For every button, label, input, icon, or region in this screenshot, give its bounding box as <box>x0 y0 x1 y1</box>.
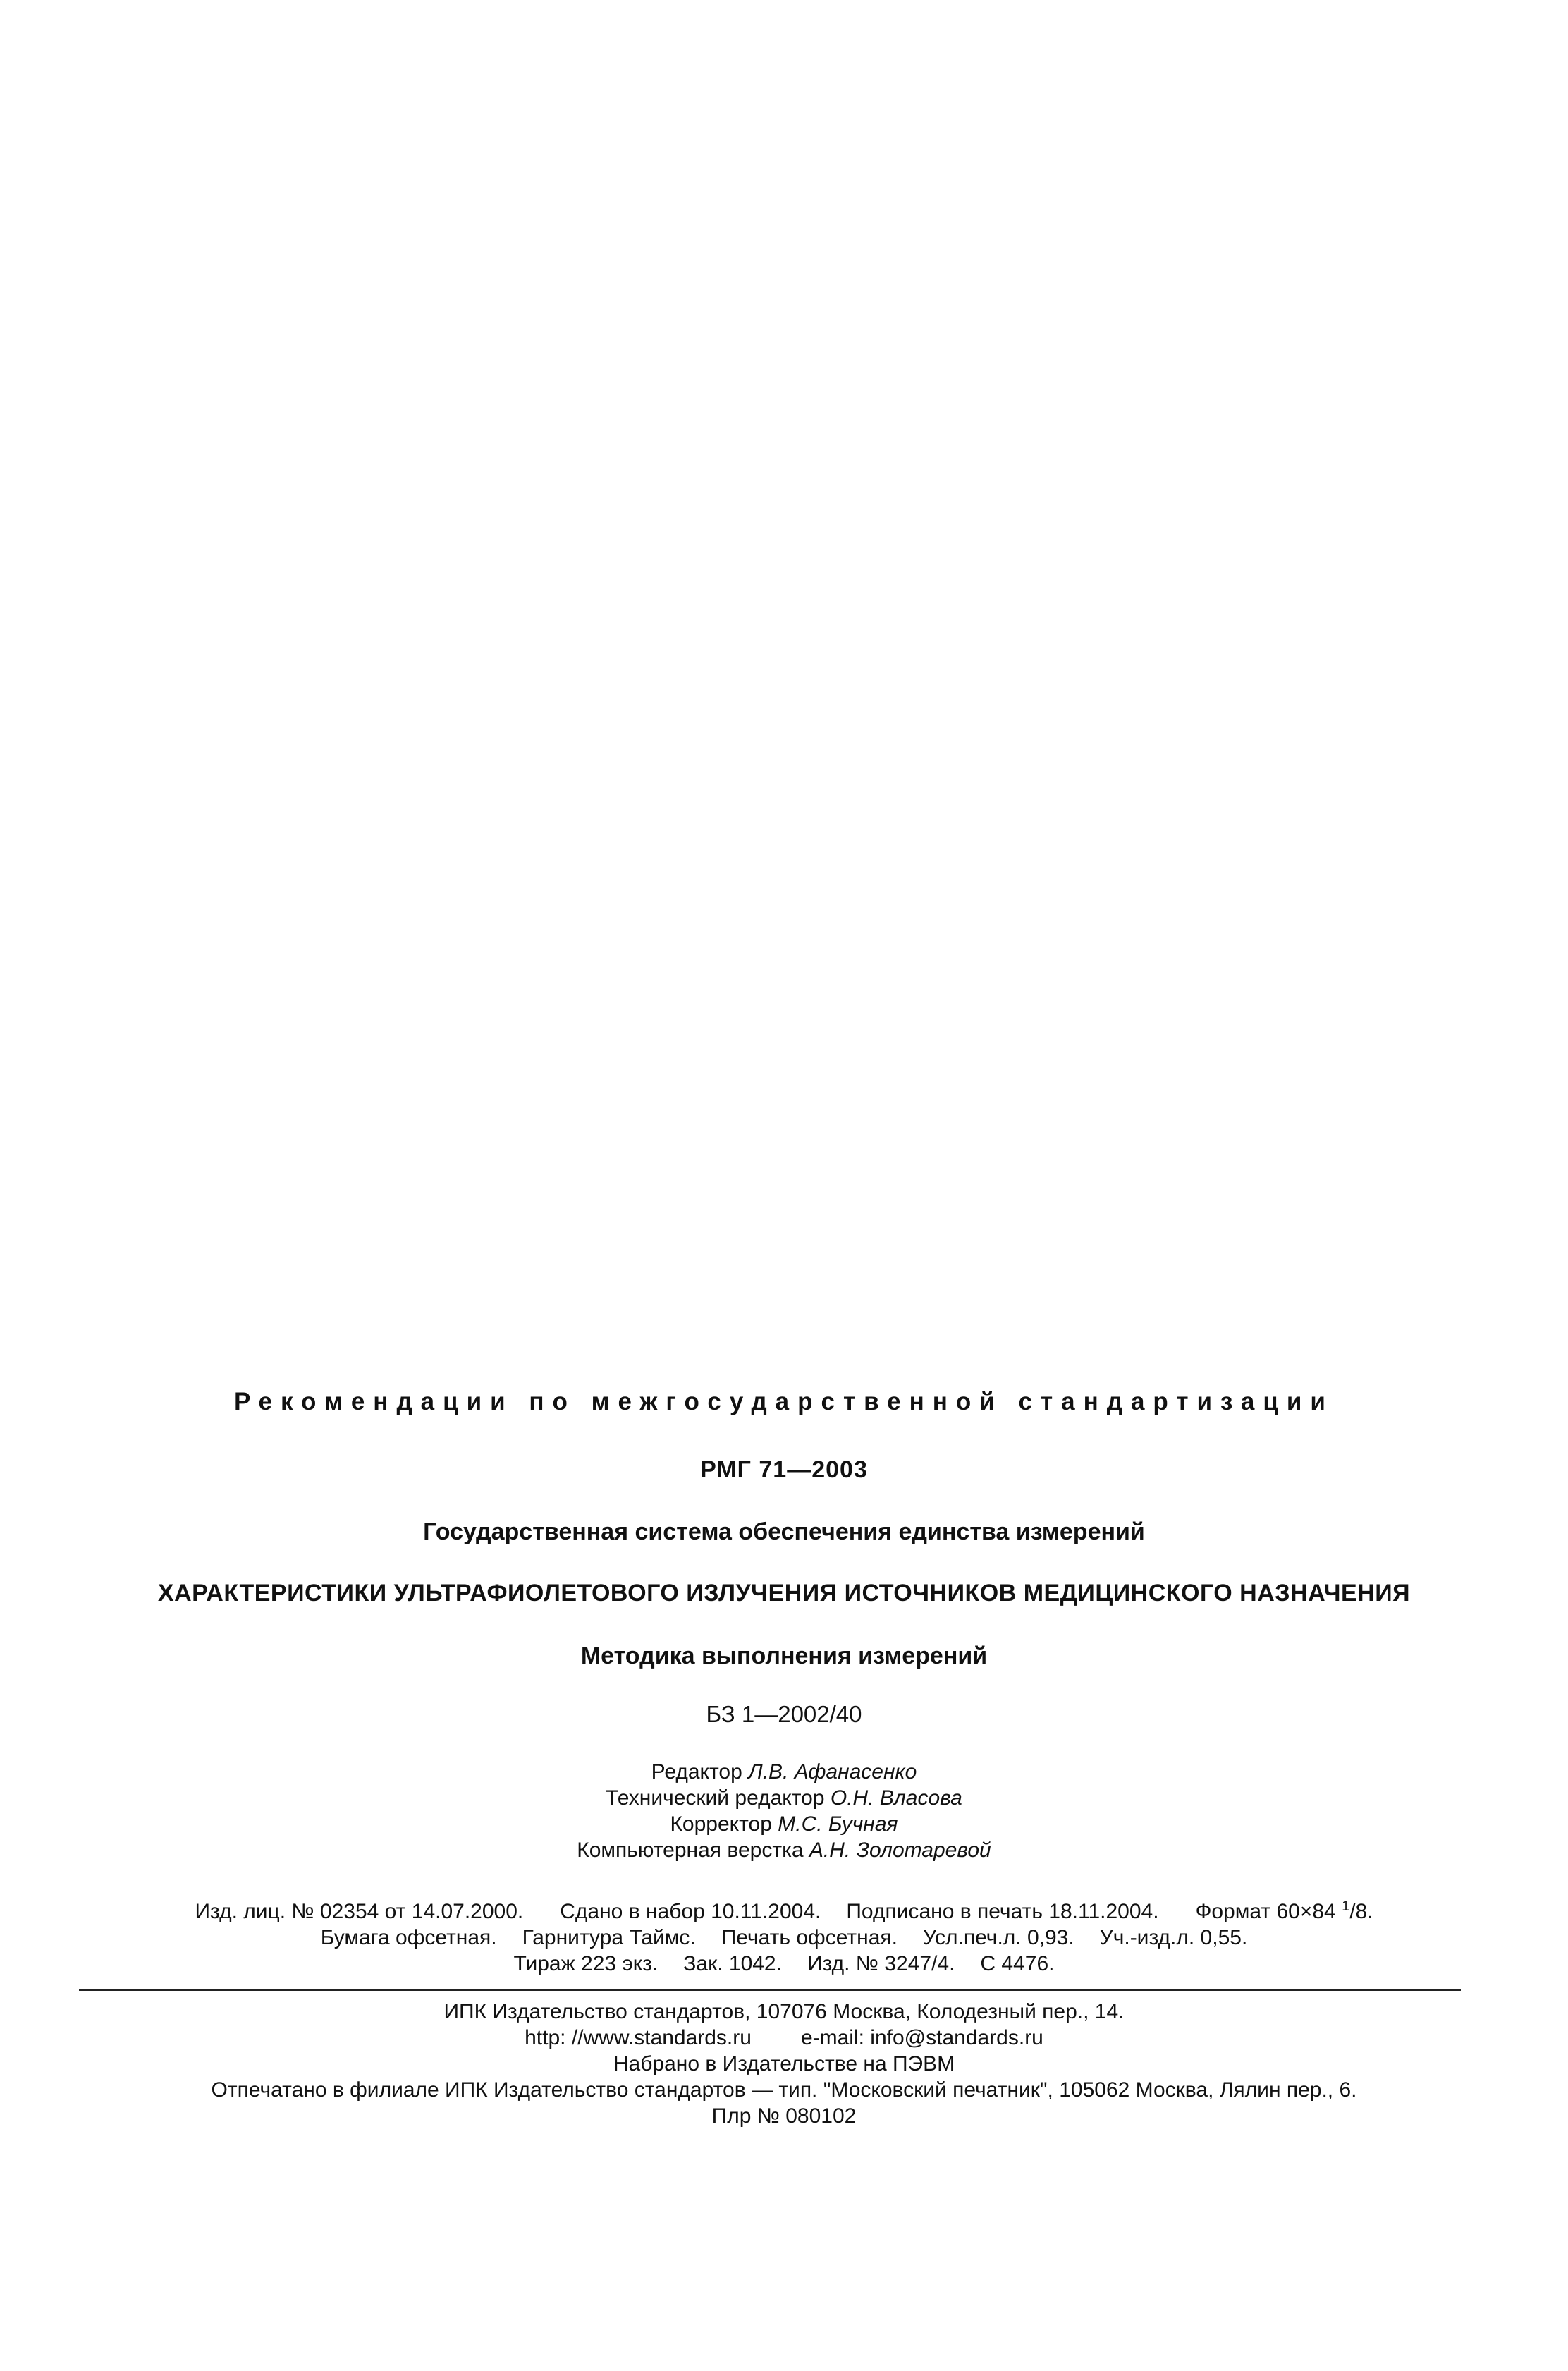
imprint-print-sheets: Усл.печ.л. 0,93. <box>922 1926 1074 1949</box>
publisher-email: e-mail: info@standards.ru <box>800 2026 1043 2049</box>
staff-name: А.Н. Золотаревой <box>809 1839 991 1862</box>
staff-name: М.С. Бучная <box>778 1812 898 1836</box>
imprint-signed: Подписано в печать 18.11.2004. <box>846 1900 1159 1923</box>
document-series: Рекомендации по межгосударственной стандартизации <box>234 1388 1334 1415</box>
imprint-printing: Печать офсетная. <box>721 1926 898 1949</box>
imprint-typeset: Сдано в набор 10.11.2004. <box>560 1900 821 1923</box>
staff-row-corrector <box>0 1811 1568 1837</box>
horizontal-divider <box>79 1989 1461 1991</box>
imprint-pub-number: Изд. № 3247/4. <box>807 1952 955 1975</box>
imprint-code: С 4476. <box>980 1952 1055 1975</box>
publisher-address: ИПК Издательство стандартов, 107076 Москва, Колодезный пер., 14. <box>443 2000 1125 2023</box>
imprint-typeface: Гарнитура Таймс. <box>522 1926 696 1949</box>
imprint-row-2 <box>0 1925 1568 1951</box>
staff-row-layout <box>0 1837 1568 1863</box>
imprint-order: Зак. 1042. <box>683 1952 782 1975</box>
staff-list <box>0 1759 1568 1863</box>
staff-role: Редактор <box>651 1760 742 1784</box>
publisher-block <box>0 1999 1568 2129</box>
imprint-format: Формат 60×84 $^1$/8. <box>1195 1898 1373 1923</box>
staff-name: Л.В. Афанасенко <box>748 1760 917 1784</box>
imprint-row-3 <box>0 1951 1568 1977</box>
staff-role: Технический редактор <box>606 1786 825 1810</box>
publisher-contacts <box>0 2025 1568 2051</box>
publisher-plr: Плр № 080102 <box>711 2104 857 2128</box>
publisher-typeset-note: Набрано в Издательстве на ПЭВМ <box>613 2052 955 2076</box>
imprint-pub-sheets: Уч.-изд.л. 0,55. <box>1099 1926 1248 1949</box>
document-bz: БЗ 1—2002/40 <box>706 1701 862 1727</box>
format-fraction-numerator: 1 <box>1342 1898 1350 1914</box>
imprint-block <box>0 1894 1568 1977</box>
format-fraction-denominator: /8. <box>1349 1900 1373 1923</box>
staff-role: Компьютерная верстка <box>577 1839 804 1862</box>
publisher-printed: Отпечатано в филиале ИПК Издательство стандартов — тип. "Московский печатник", 105062 Москва, Лялин пер., 6. <box>211 2078 1357 2102</box>
imprint-license: Изд. лиц. № 02354 от 14.07.2000. <box>195 1900 524 1923</box>
document-designation: РМГ 71—2003 <box>700 1456 868 1483</box>
staff-row-editor <box>0 1759 1568 1785</box>
imprint-circulation: Тираж 223 экз. <box>513 1952 659 1975</box>
staff-name: О.Н. Власова <box>830 1786 962 1810</box>
document-system: Государственная система обеспечения единства измерений <box>423 1518 1145 1545</box>
imprint-row-1 <box>0 1894 1568 1925</box>
staff-role: Корректор <box>670 1812 772 1836</box>
publisher-website: http: //www.standards.ru <box>525 2026 752 2049</box>
imprint-paper: Бумага офсетная. <box>320 1926 497 1949</box>
document-subtitle: Методика выполнения измерений <box>580 1642 988 1669</box>
staff-row-tech-editor <box>0 1785 1568 1811</box>
document-title: ХАРАКТЕРИСТИКИ УЛЬТРАФИОЛЕТОВОГО ИЗЛУЧЕНИЯ ИСТОЧНИКОВ МЕДИЦИНСКОГО НАЗНАЧЕНИЯ <box>157 1580 1411 1607</box>
